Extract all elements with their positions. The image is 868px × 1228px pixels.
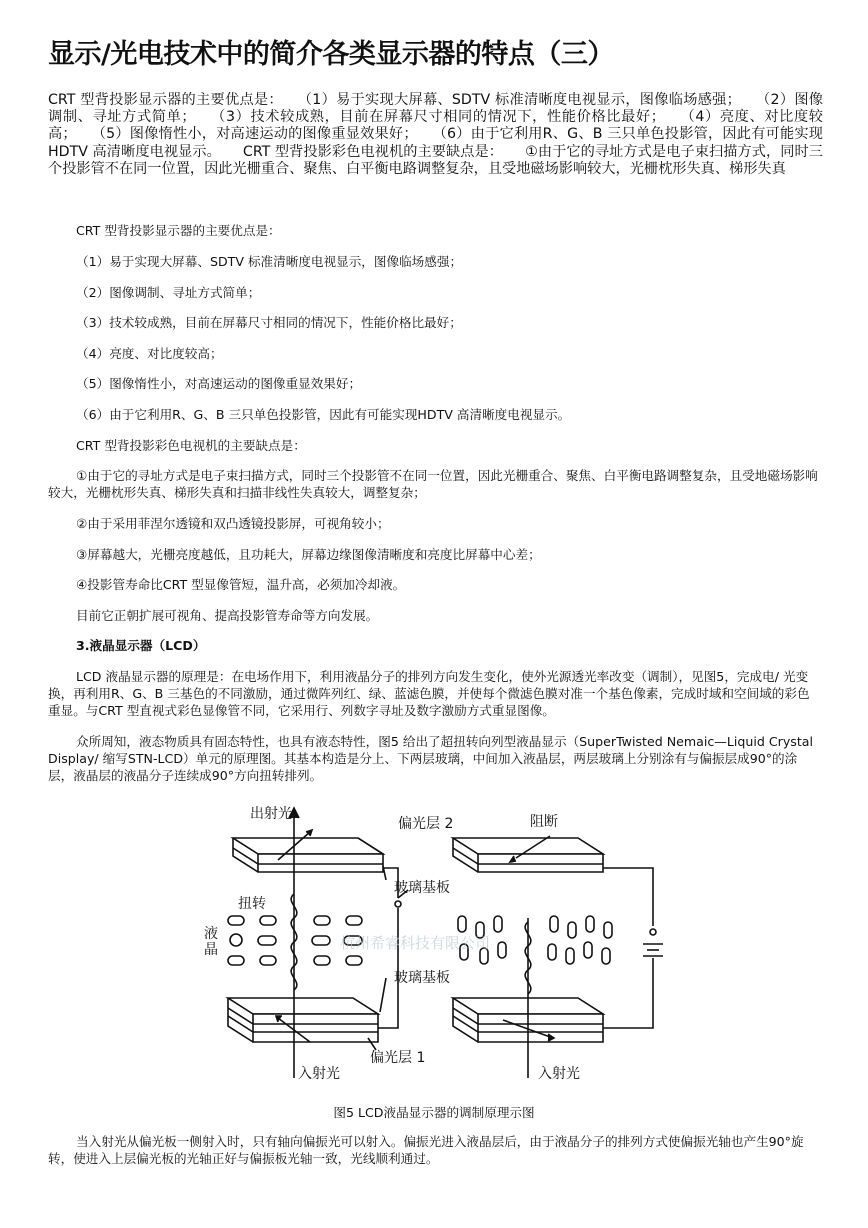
paragraph: （5）图像惰性小，对高速运动的图像重显效果好； bbox=[76, 376, 362, 391]
lcd-diagram bbox=[198, 798, 670, 1090]
label-lc-line2: 晶 bbox=[204, 942, 218, 958]
label-block: 阻断 bbox=[530, 814, 558, 830]
paragraph: 当入射光从偏光板一侧射入时，只有轴向偏振光可以射入。偏振光进入液晶层后，由于液晶分子的排列方式使偏振光轴也产生90°旋转，使进入上层偏光板的光轴正好与偏振板光轴一致，光线顺利通过。 bbox=[48, 1134, 804, 1166]
paragraph: LCD 液晶显示器的原理是：在电场作用下，利用液晶分子的排列方向发生变化，使外光源透光率改变（调制），见图5，完成电/ 光变换，再利用R、G、B 三基色的不同激励，通过微阵列红、绿、蓝滤色膜，并使每个微滤色膜对准一个基色像素，完成时域和空间域的彩色重显。与CRT 型直视式彩色显像管不同，它采用行、列数字寻址及数字激励方式重显图像。 bbox=[48, 669, 810, 718]
label-out-light: 出射光 bbox=[250, 806, 292, 822]
intro-block bbox=[48, 92, 823, 178]
figure-caption: 图5 LCD液晶显示器的调制原理示图 bbox=[333, 1105, 535, 1120]
label-in-light-left: 入射光 bbox=[298, 1066, 340, 1082]
label-polarizer-1: 偏光层 1 bbox=[370, 1050, 426, 1066]
label-glass-top: 玻璃基板 bbox=[394, 880, 450, 896]
paragraph: ①由于它的寻址方式是电子束扫描方式，同时三个投影管不在同一位置，因此光栅重合、聚焦、白平衡电路调整复杂，且受地磁场影响较大，光栅枕形失真、梯形失真和扫描非线性失真较大，调整复杂； bbox=[48, 468, 818, 500]
page-title: 显示/光电技术中的简介各类显示器的特点（三） bbox=[48, 39, 614, 70]
label-polarizer-2: 偏光层 2 bbox=[398, 816, 454, 832]
paragraph: 目前它正朝扩展可视角、提高投影管寿命等方向发展。 bbox=[76, 608, 379, 623]
paragraph: （2）图像调制、寻址方式简单； bbox=[76, 285, 261, 300]
intro-segment: ①由于它的寻址方式是电子束扫描方式，同时三个投影管不在同一位置，因此光栅重合、聚焦、白平衡电路调整复杂，且受地磁场影响较大，光栅枕形失真、梯形失真 bbox=[48, 143, 823, 177]
label-twist: 扭转 bbox=[238, 896, 266, 912]
paragraph: （3）技术较成熟，目前在屏幕尺寸相同的情况下，性能价格比最好； bbox=[76, 315, 462, 330]
paragraph: （1）易于实现大屏幕、SDTV 标准清晰度电视显示，图像临场感强； bbox=[76, 254, 463, 269]
intro-segment: CRT 型背投影彩色电视机的主要缺点是： bbox=[242, 143, 504, 160]
intro-segment: （1）易于实现大屏幕、SDTV 标准清晰度电视显示，图像临场感强； bbox=[304, 92, 741, 108]
paragraph: （4）亮度、对比度较高； bbox=[76, 346, 223, 361]
watermark: 杭州希睿科技有限公司 bbox=[340, 934, 491, 952]
paragraph: ④投影管寿命比CRT 型显像管短，温升高，必须加冷却液。 bbox=[76, 577, 406, 592]
label-lc bbox=[204, 925, 222, 958]
paragraph: CRT 型背投影彩色电视机的主要缺点是： bbox=[76, 438, 306, 453]
label-in-light-right: 入射光 bbox=[538, 1066, 580, 1082]
intro-segment: （4）亮度、对比度较高； bbox=[48, 109, 823, 143]
label-glass-bottom: 玻璃基板 bbox=[394, 970, 450, 986]
paragraph: （6）由于它利用R、G、B 三只单色投影管，因此有可能实现HDTV 高清晰度电视显示。 bbox=[76, 407, 571, 422]
paragraph: CRT 型背投影显示器的主要优点是： bbox=[76, 223, 281, 238]
intro-segment: （3）技术较成熟，目前在屏幕尺寸相同的情况下，性能价格比最好； bbox=[217, 109, 665, 126]
paragraph: ②由于采用菲涅尔透镜和双凸透镜投影屏，可视角较小； bbox=[76, 516, 390, 531]
paragraph: ③屏幕越大，光栅亮度越低，且功耗大，屏幕边缘图像清晰度和亮度比屏幕中心差； bbox=[76, 547, 541, 562]
intro-segment: （6）由于它利用R、G、B 三只单色投影管，因此有可能实现HDTV 高清晰度电视显示。 bbox=[48, 126, 823, 160]
lcd-diagram-figure bbox=[198, 798, 670, 1090]
section-heading: 3.液晶显示器（LCD） bbox=[76, 638, 206, 653]
intro-segment: CRT 型背投影显示器的主要优点是： bbox=[48, 92, 283, 108]
intro-segment: （2）图像调制、寻址方式简单； bbox=[48, 92, 823, 126]
paragraph: 众所周知，液态物质具有固态特性，也具有液态特性，图5 给出了超扭转向列型液晶显示（SuperTwisted Nemaic—Liquid Crystal Display/ 缩写STN-LCD）单元的原理图。其基本构造是分上、下两层玻璃，中间加入液晶层，两层玻璃上分别涂有与偏振层成90°的涂层，液晶层的液晶分子连续成90°方向扭转排列。 bbox=[48, 734, 814, 783]
intro-segment: （5）图像惰性小，对高速运动的图像重显效果好； bbox=[98, 126, 418, 143]
label-lc-line1: 液 bbox=[204, 926, 218, 942]
